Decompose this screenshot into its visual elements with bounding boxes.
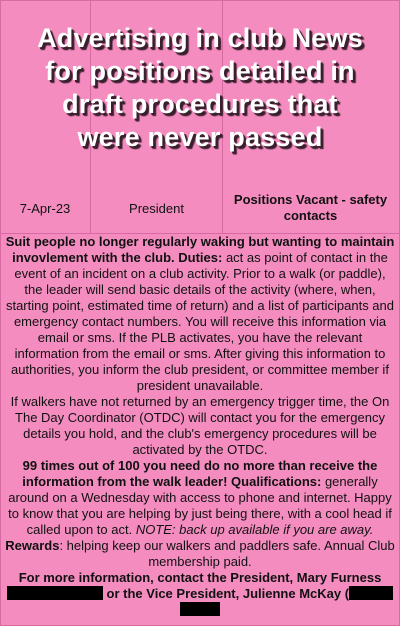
- otdc-paragraph: If walkers have not returned by an emergency trigger time, the On The Day Coordinator (OTDC) will contact you for the emergency details you hold, and the club's emergency procedures will be activated by the OTDC.: [10, 394, 390, 457]
- duties-paragraph: [4, 234, 396, 394]
- rewards-paragraph: [4, 538, 396, 570]
- redaction-bar: [349, 586, 393, 600]
- date-cell: [0, 187, 90, 229]
- contact-paragraph: [4, 570, 396, 618]
- title-line: Advertising in club News: [37, 23, 363, 53]
- ninety-nine-bold-text: 99 times out of 100 you need do no more than receive the information from the walk leader! Qualifications:: [22, 458, 378, 489]
- notice-body: [4, 234, 396, 618]
- backup-note: NOTE: back up available if you are away.: [132, 522, 374, 537]
- contact-text-2: or the Vice President, Julienne McKay (: [102, 586, 350, 601]
- date-text: 7-Apr-23: [19, 200, 71, 216]
- title-line: draft procedures that: [62, 89, 338, 119]
- qualifications-text: generally around on a Wednesday with access to phone and internet. Happy to know that you are helping by just being there, with a cool head if called upon to act.: [8, 474, 392, 537]
- intro-bold-text: Suit people no longer regularly waking but wanting to maintain invovlement with the club. Duties:: [5, 234, 395, 265]
- role-text: President: [129, 200, 184, 216]
- topic-cell: [223, 187, 398, 229]
- contact-text-1: For more information, contact the President, Mary Furness: [18, 570, 382, 585]
- qualifications-paragraph: [4, 458, 396, 538]
- duties-text: act as point of contact in the event of an incident on a club activity. Prior to a walk (or paddle), the leader will send basic details of the activity (where, when, starting point, estimated time of return) and a list of participants and emergency contact numbers. You will receive this information via email or sms. If the PLB activates, you have the relevant information from the email or sms. After giving this information to authorities, you inform the club president, or committee member if president unavailable.: [5, 250, 395, 393]
- redaction-bar: [180, 602, 220, 616]
- title-line: for positions detailed in: [45, 56, 355, 86]
- redaction-bar: [7, 586, 103, 600]
- title-line: were never passed: [77, 122, 323, 152]
- rewards-text: : helping keep our walkers and paddlers safe. Annual Club membership paid.: [59, 538, 395, 569]
- topic-text: Positions Vacant - safety contacts: [233, 192, 388, 223]
- rewards-label: Rewards: [5, 538, 60, 553]
- role-cell: [91, 187, 222, 229]
- page-title: [10, 22, 390, 154]
